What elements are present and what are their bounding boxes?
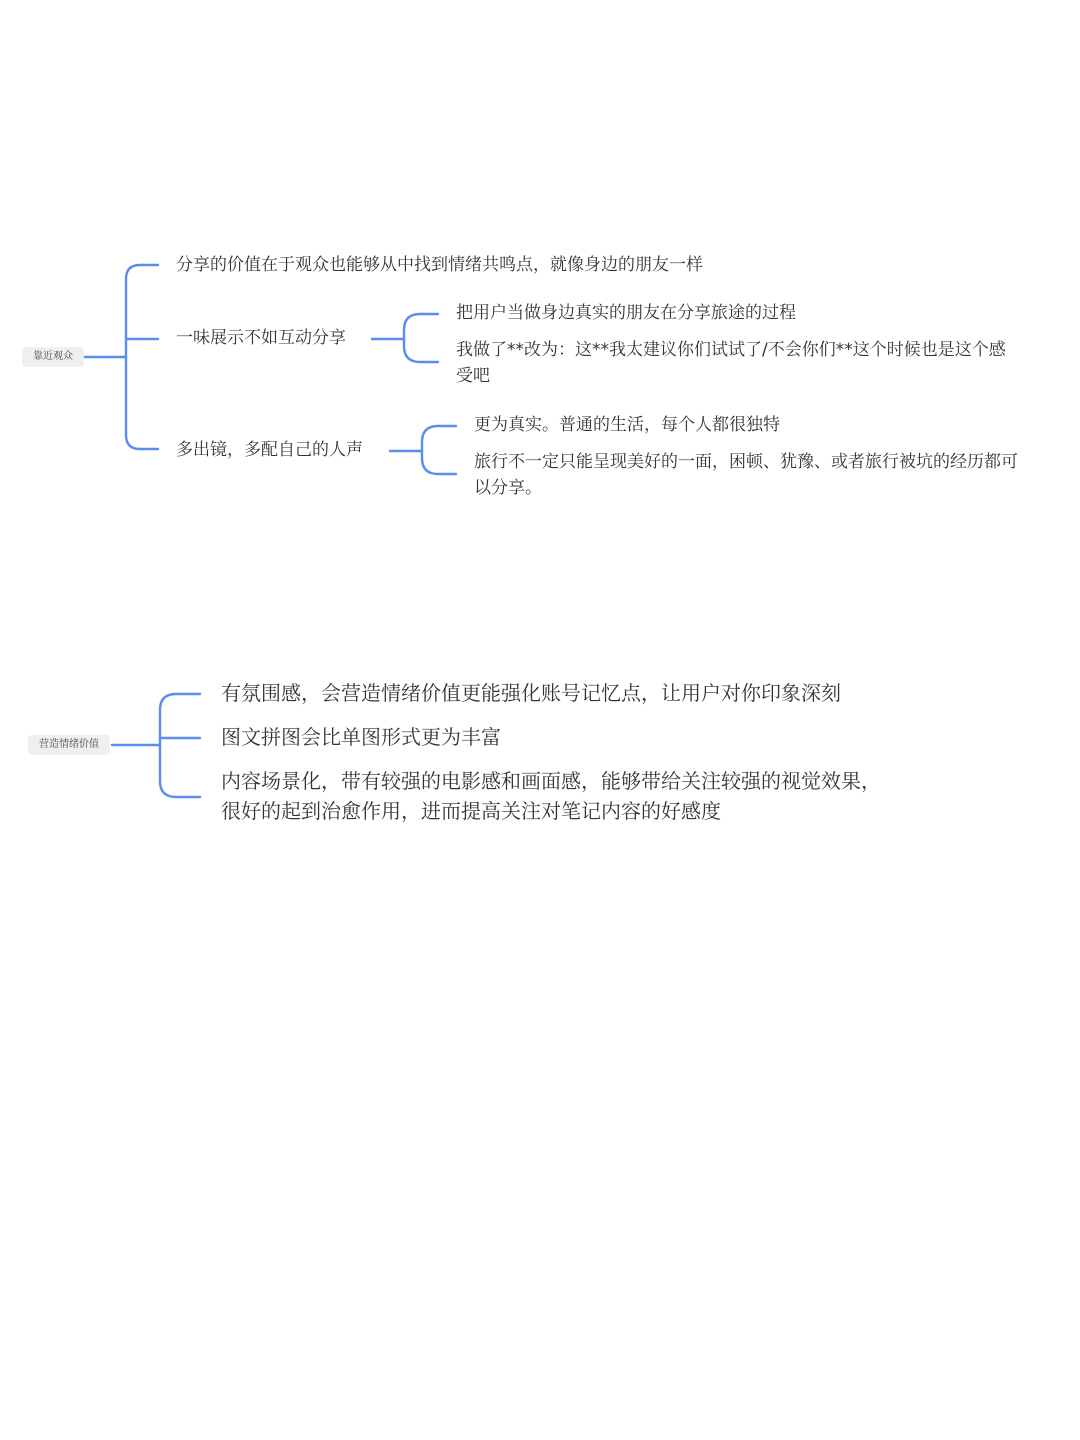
link-root2-bracket	[160, 694, 200, 797]
root-node-1[interactable]: 靠近观众	[22, 347, 84, 367]
branch-node[interactable]: 图文拼图会比单图形式更为丰富	[221, 725, 501, 749]
branch-node[interactable]: 内容场景化，带有较强的电影感和画面感，能够带给关注较强的视觉效果，很好的起到治愈作用，进而提高关注对笔记内容的好感度	[221, 769, 881, 823]
branch-node[interactable]: 分享的价值在于观众也能够从中找到情绪共鸣点，就像身边的朋友一样	[176, 255, 703, 275]
branch-node[interactable]: 多出镜，多配自己的人声	[176, 440, 363, 460]
link-child2-bracket	[404, 314, 438, 362]
leaf-node[interactable]: 旅行不一定只能呈现美好的一面，困顿、犹豫、或者旅行被坑的经历都可以分享。	[474, 452, 1018, 498]
root-node-2[interactable]: 营造情绪价值	[28, 735, 110, 755]
leaf-node[interactable]: 把用户当做身边真实的朋友在分享旅途的过程	[456, 303, 796, 323]
leaf-node[interactable]: 我做了**改为：这**我太建议你们试试了/不会你们**这个时候也是这个感受吧	[456, 340, 1006, 386]
link-root1-child1	[126, 265, 158, 449]
branch-node[interactable]: 一味展示不如互动分享	[176, 328, 346, 348]
leaf-node[interactable]: 更为真实。普通的生活，每个人都很独特	[474, 415, 780, 435]
link-child3-bracket	[422, 426, 456, 474]
branch-node[interactable]: 有氛围感，会营造情绪价值更能强化账号记忆点，让用户对你印象深刻	[221, 681, 841, 705]
